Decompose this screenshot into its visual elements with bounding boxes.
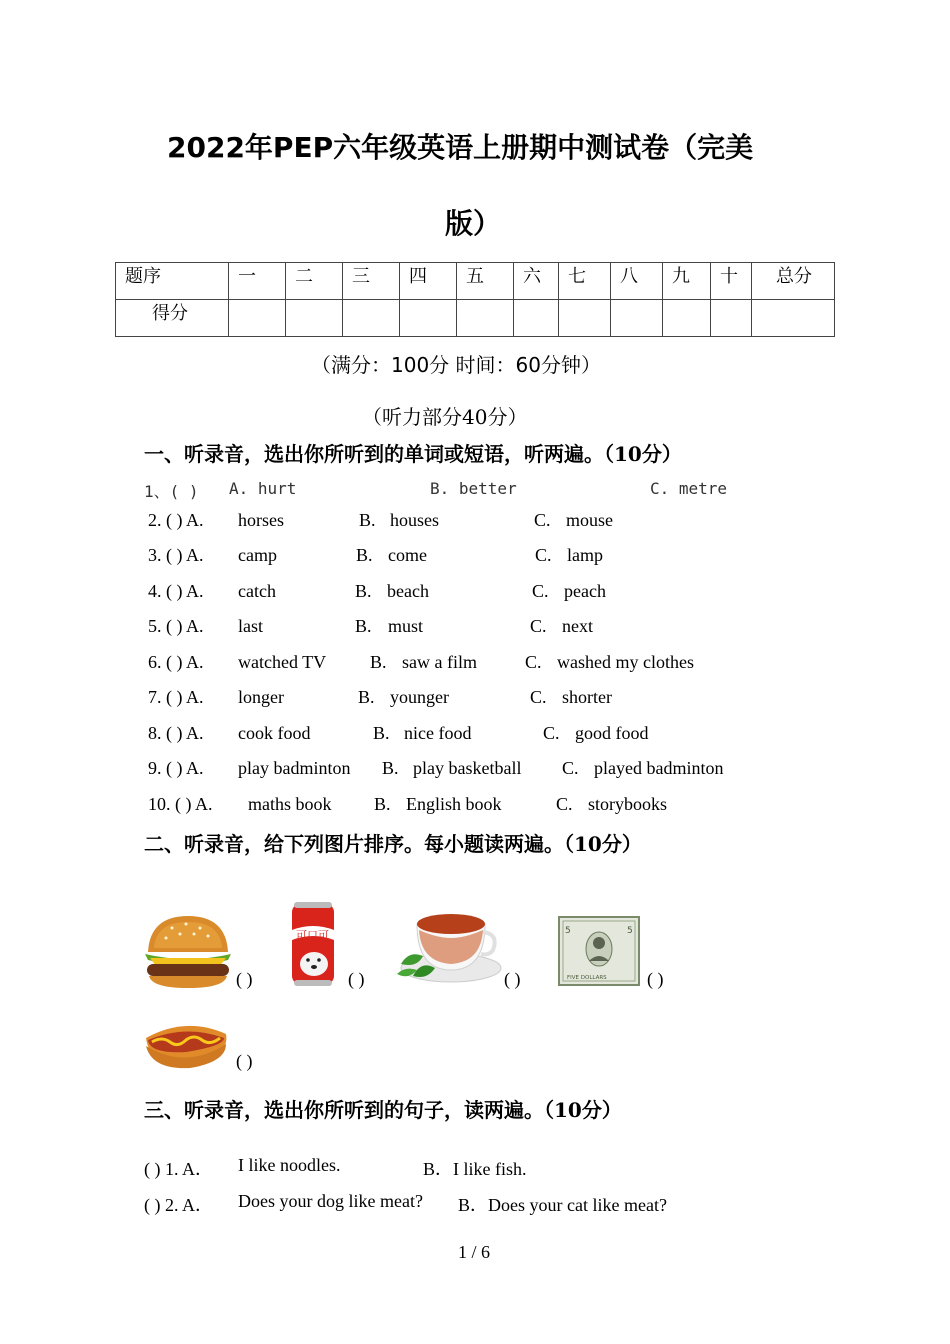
q7-option-c: shorter — [562, 687, 612, 707]
hamburger-icon — [142, 912, 234, 990]
q5-option-b: must — [388, 616, 424, 636]
score-table — [115, 262, 835, 337]
s3-q1-option-b: B．I like fish. — [423, 1159, 527, 1179]
s3-q2-option-a: Does your dog like meat? — [238, 1191, 423, 1211]
q2-option-a: horses — [238, 510, 284, 530]
score-cell: 题序 — [116, 263, 229, 300]
q6-option-a: watched TV — [238, 652, 327, 672]
q8-option-a: cook food — [238, 723, 311, 743]
q8-option-c: good food — [575, 723, 649, 743]
score-cell: 四 — [400, 263, 457, 300]
q6-prefix: 6. ( ) A. — [148, 652, 204, 672]
q9-option-a: play badminton — [238, 758, 351, 778]
q4-option-b-label: B. — [355, 581, 372, 601]
q3-option-b-label: B. — [356, 545, 373, 565]
page-title-line1: 2022年PEP六年级英语上册期中测试卷（完美 — [167, 131, 754, 164]
q1-option-a: A. hurt — [229, 479, 297, 498]
q5-option-c-label: C. — [530, 616, 547, 636]
q6-option-c-label: C. — [525, 652, 542, 672]
score-blank-cell[interactable] — [286, 300, 343, 337]
section2-heading: 二、听录音，给下列图片排序。每小题读两遍。（10分） — [144, 832, 642, 856]
q1-option-c: C. metre — [650, 479, 728, 498]
s3-q2-option-b: B．Does your cat like meat? — [458, 1195, 667, 1215]
q7-option-b: younger — [390, 687, 449, 707]
score-cell: 六 — [514, 263, 559, 300]
q7-option-b-label: B. — [358, 687, 375, 707]
score-blank-cell[interactable] — [611, 300, 663, 337]
score-blank-cell[interactable] — [514, 300, 559, 337]
score-blank-cell[interactable] — [400, 300, 457, 337]
page-number: 1 / 6 — [458, 1242, 491, 1262]
q3-option-a: camp — [238, 545, 277, 565]
score-row-label: 得分 — [116, 300, 229, 337]
score-blank-cell[interactable] — [343, 300, 400, 337]
picture-blank[interactable]: ( ) — [504, 969, 521, 989]
q1-option-b: B. better — [430, 479, 517, 498]
picture-blank[interactable]: ( ) — [236, 969, 253, 989]
q3-option-b: come — [388, 545, 427, 565]
q8-prefix: 8. ( ) A. — [148, 723, 204, 743]
score-cell: 十 — [711, 263, 752, 300]
q8-option-c-label: C. — [543, 723, 560, 743]
q7-prefix: 7. ( ) A. — [148, 687, 204, 707]
score-cell: 九 — [663, 263, 711, 300]
q9-prefix: 9. ( ) A. — [148, 758, 204, 778]
score-blank-cell[interactable] — [752, 300, 835, 337]
score-blank-cell[interactable] — [663, 300, 711, 337]
score-blank-cell[interactable] — [559, 300, 611, 337]
q8-option-b: nice food — [404, 723, 472, 743]
score-cell: 七 — [559, 263, 611, 300]
cola-label: 可口可 — [296, 929, 329, 942]
q2-prefix: 2. ( ) A. — [148, 510, 204, 530]
q2-option-b-label: B. — [359, 510, 376, 530]
score-blank-cell[interactable] — [457, 300, 514, 337]
q1-prefix: 1、( ) — [144, 482, 199, 501]
score-cell: 总分 — [752, 263, 835, 300]
q9-option-b-label: B. — [382, 758, 399, 778]
q5-prefix: 5. ( ) A. — [148, 616, 204, 636]
q5-option-c: next — [562, 616, 593, 636]
q5-option-a: last — [238, 616, 263, 636]
q6-option-b: saw a film — [402, 652, 477, 672]
hot-dog-icon — [142, 1012, 230, 1070]
dollar-bill-icon — [557, 915, 641, 987]
listening-part-label: （听力部分40分） — [362, 405, 528, 429]
q6-option-c: washed my clothes — [557, 652, 694, 672]
q3-prefix: 3. ( ) A. — [148, 545, 204, 565]
q4-prefix: 4. ( ) A. — [148, 581, 204, 601]
score-cell: 八 — [611, 263, 663, 300]
section3-heading: 三、听录音，选出你所听到的句子，读两遍。（10分） — [144, 1098, 622, 1122]
score-blank-cell[interactable] — [711, 300, 752, 337]
section1-heading: 一、听录音，选出你所听到的单词或短语，听两遍。（10分） — [144, 442, 682, 466]
page-title-line2: 版） — [445, 207, 502, 240]
q2-option-c-label: C. — [534, 510, 551, 530]
svg-text:5: 5 — [565, 926, 571, 936]
q3-option-c: lamp — [567, 545, 603, 565]
score-cell: 一 — [229, 263, 286, 300]
q9-option-b: play basketball — [413, 758, 522, 778]
q4-option-c: peach — [564, 581, 606, 601]
bill-label: FIVE DOLLARS — [567, 975, 607, 981]
full-score-note: （满分：100分 时间：60分钟） — [311, 353, 601, 377]
q4-option-a: catch — [238, 581, 276, 601]
q8-option-b-label: B. — [373, 723, 390, 743]
s3-q1-option-a: I like noodles. — [238, 1155, 341, 1175]
q10-option-a: maths book — [248, 794, 332, 814]
score-table-score-row — [116, 300, 835, 337]
q9-option-c-label: C. — [562, 758, 579, 778]
q10-option-c: storybooks — [588, 794, 668, 814]
q2-option-c: mouse — [566, 510, 613, 530]
s3-q2-prefix: ( ) 2. A． — [144, 1195, 213, 1215]
q6-option-b-label: B. — [370, 652, 387, 672]
cola-can-icon — [288, 900, 338, 988]
s3-q1-prefix: ( ) 1. A． — [144, 1159, 213, 1179]
score-cell: 五 — [457, 263, 514, 300]
picture-blank[interactable]: ( ) — [348, 969, 365, 989]
q10-option-b-label: B. — [374, 794, 391, 814]
q7-option-a: longer — [238, 687, 284, 707]
q2-option-b: houses — [390, 510, 439, 530]
score-blank-cell[interactable] — [229, 300, 286, 337]
q10-option-c-label: C. — [556, 794, 573, 814]
q10-prefix: 10. ( ) A. — [148, 794, 213, 814]
q3-option-c-label: C. — [535, 545, 552, 565]
q10-option-b: English book — [406, 794, 502, 814]
score-cell: 二 — [286, 263, 343, 300]
q4-option-c-label: C. — [532, 581, 549, 601]
score-cell: 三 — [343, 263, 400, 300]
q4-option-b: beach — [387, 581, 429, 601]
q5-option-b-label: B. — [355, 616, 372, 636]
tea-cup-icon — [395, 906, 503, 986]
svg-text:5: 5 — [627, 926, 633, 936]
q9-option-c: played badminton — [594, 758, 724, 778]
score-table-header-row — [116, 263, 835, 300]
picture-blank[interactable]: ( ) — [236, 1051, 253, 1071]
picture-blank[interactable]: ( ) — [647, 969, 664, 989]
q7-option-c-label: C. — [530, 687, 547, 707]
